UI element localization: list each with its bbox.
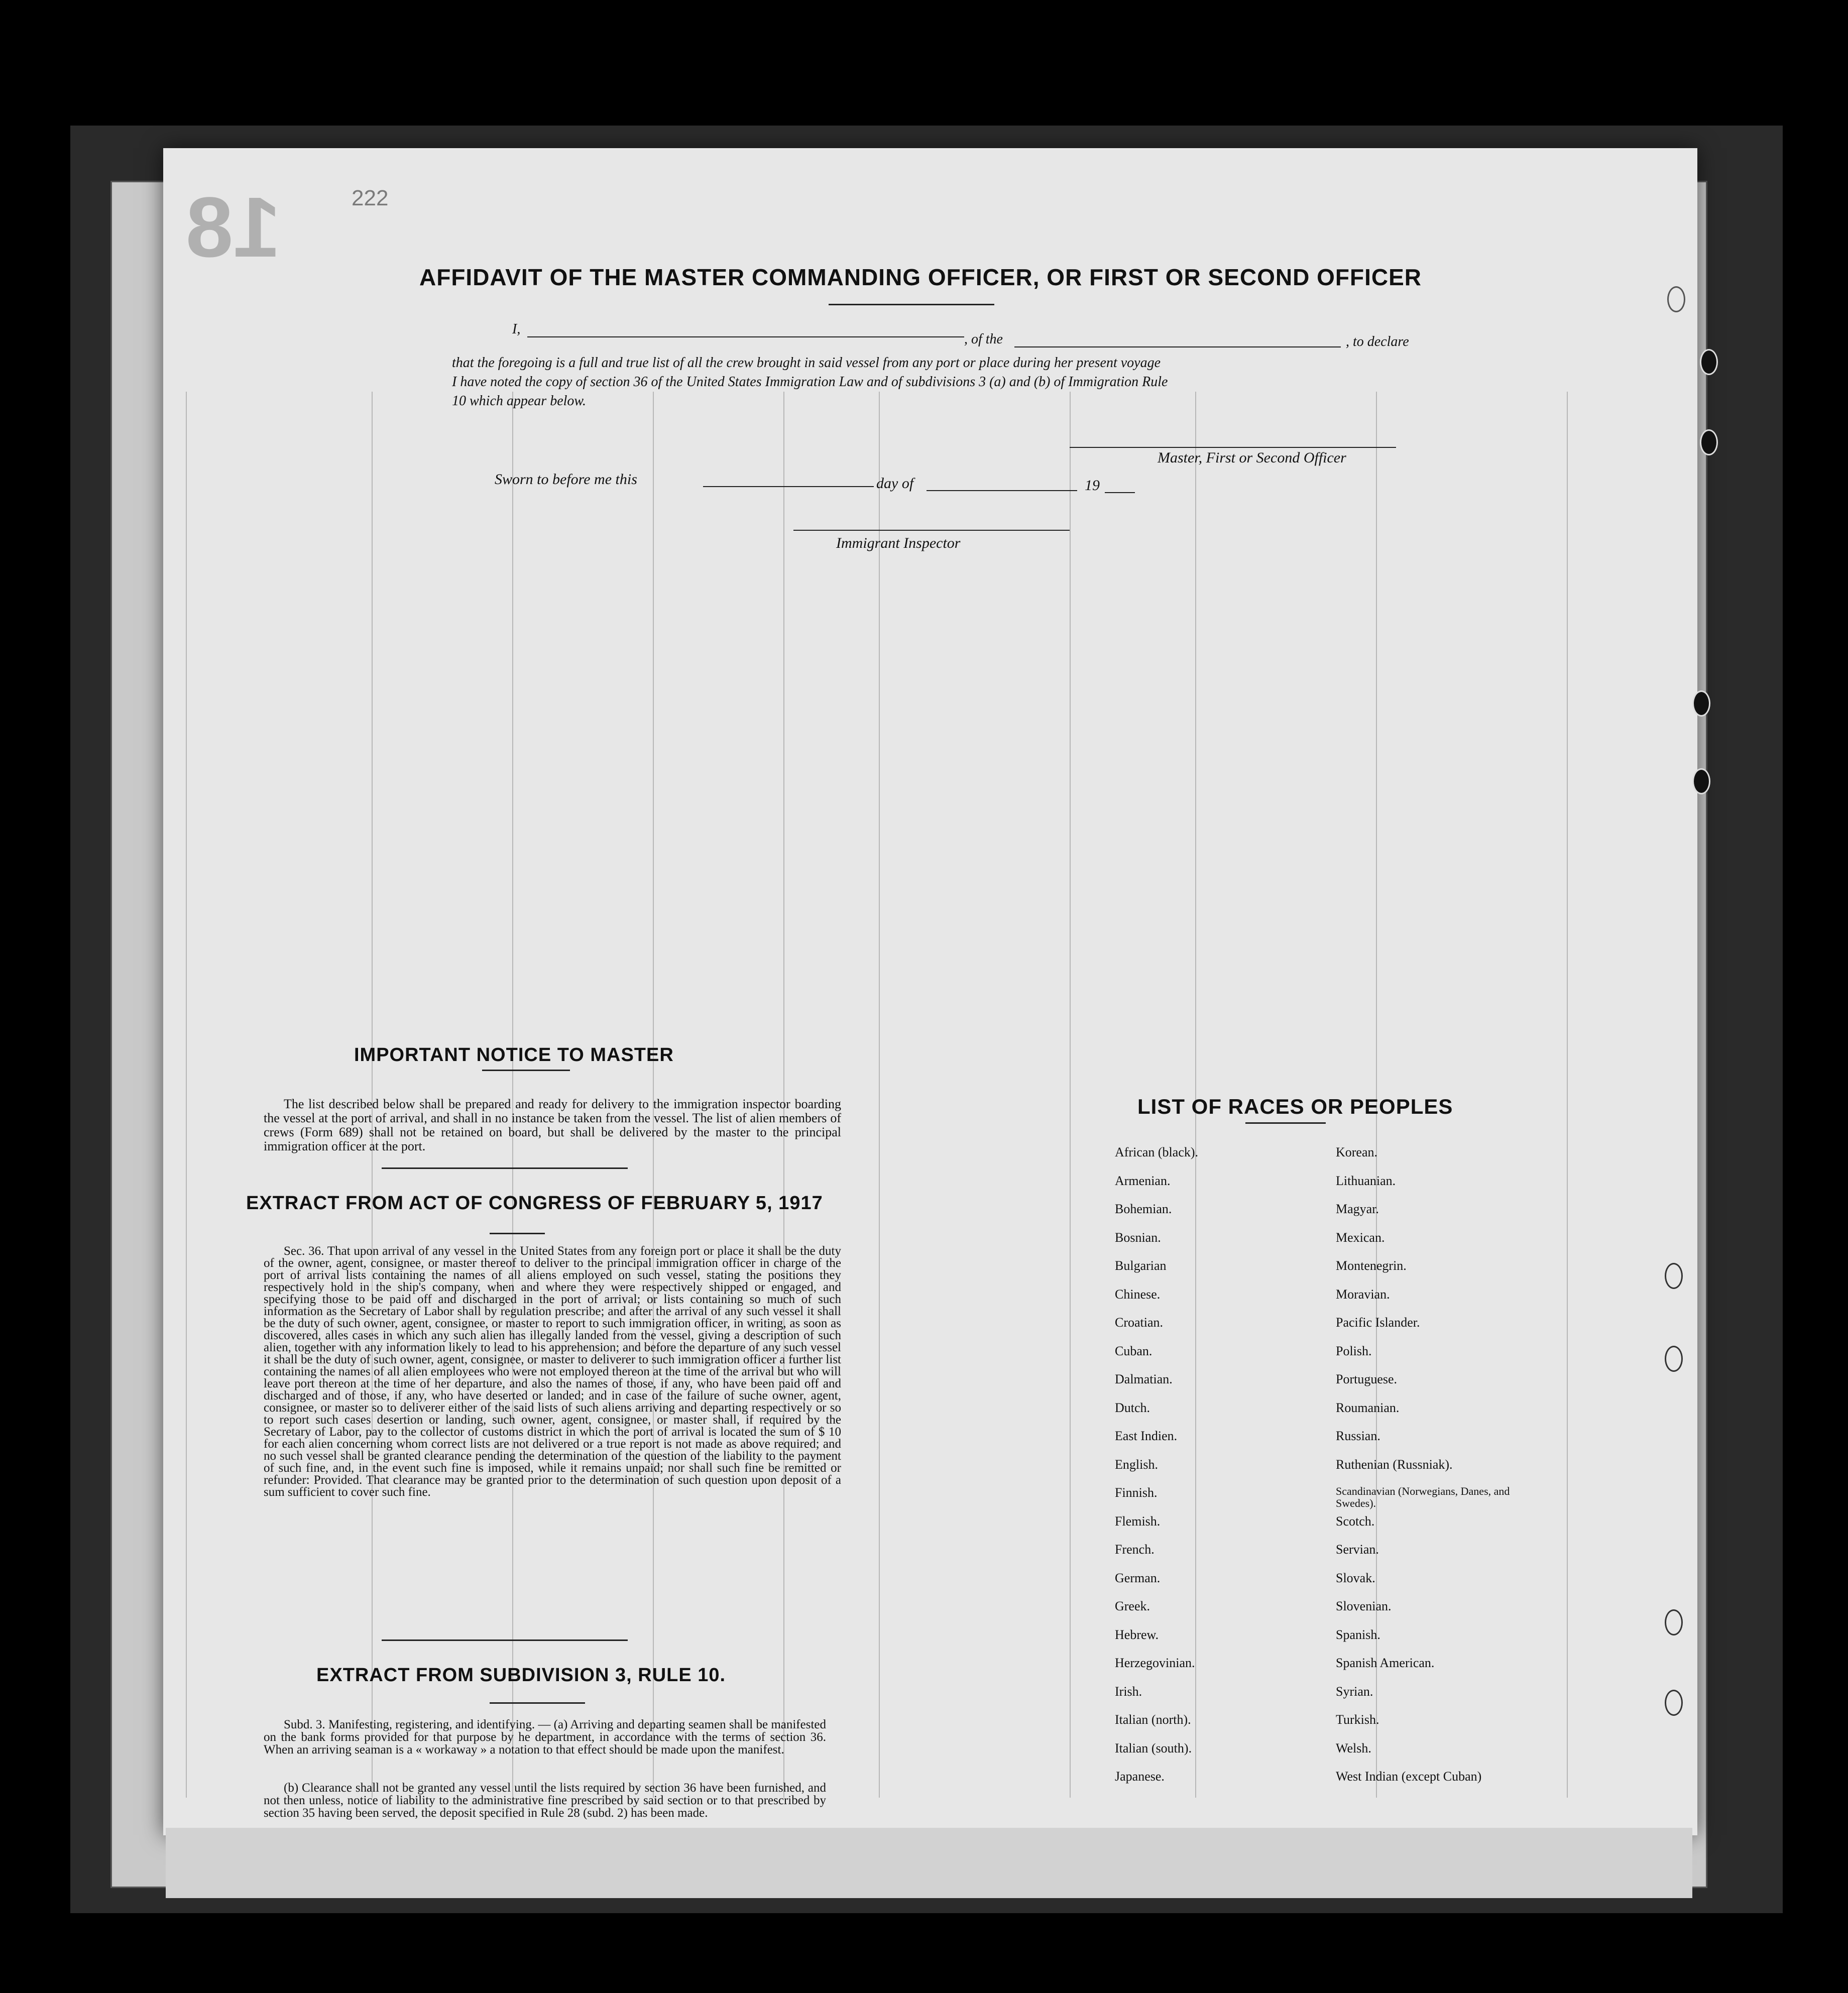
- month-blank: [927, 490, 1077, 491]
- race-item: East Indien.: [1115, 1429, 1178, 1443]
- race-item: Korean.: [1336, 1145, 1378, 1159]
- year-prefix: 19: [1085, 477, 1100, 494]
- race-item: Chinese.: [1115, 1286, 1161, 1302]
- race-item: Bohemian.: [1115, 1202, 1172, 1216]
- notice-divider: [382, 1167, 628, 1169]
- name-blank: [527, 336, 964, 337]
- race-item: Pacific Islander.: [1336, 1315, 1420, 1330]
- race-item: Moravian.: [1336, 1286, 1390, 1302]
- race-item: Italian (north).: [1115, 1712, 1191, 1727]
- race-item: Irish.: [1115, 1684, 1142, 1699]
- race-item: Croatian.: [1115, 1315, 1164, 1330]
- race-item: French.: [1115, 1542, 1154, 1557]
- affidavit-title: AFFIDAVIT OF THE MASTER COMMANDING OFFICER, OR FIRST OR SECOND OFFICER: [419, 264, 1422, 290]
- inspector-label: Immigrant Inspector: [836, 535, 961, 551]
- races-title: LIST OF RACES OR PEOPLES: [1137, 1095, 1453, 1118]
- race-item: Mexican.: [1336, 1230, 1385, 1245]
- race-item: Spanish.: [1336, 1627, 1380, 1642]
- race-item: Japanese.: [1115, 1769, 1165, 1784]
- race-item: Scandinavian (Norwegians, Danes, and Swedes).: [1336, 1485, 1510, 1509]
- race-item: African (black).: [1115, 1145, 1199, 1159]
- race-item: Magyar.: [1336, 1202, 1379, 1216]
- race-item: Montenegrin.: [1336, 1258, 1407, 1273]
- race-item: English.: [1115, 1457, 1158, 1472]
- punch-hole: [1665, 1346, 1683, 1372]
- punch-hole: [1700, 349, 1718, 375]
- bleed-line: [512, 392, 513, 1798]
- rule-text-b: (b) Clearance shall not be granted any vessel until the lists required by section 36 have been furnished, and not then unless, notice of liability to the administrative fine prescribed by said section or to that prescribed by section 35 having been served, the deposit specified in Rule 28 (subd. 2) has been made.: [264, 1781, 826, 1820]
- bleed-line: [372, 392, 373, 1798]
- day-of: day of: [876, 475, 914, 492]
- race-item: Portuguese.: [1336, 1372, 1398, 1386]
- punch-hole: [1692, 690, 1710, 717]
- race-item: Bulgarian: [1115, 1258, 1167, 1273]
- act-divider: [382, 1639, 628, 1641]
- affidavit-line-3: I have noted the copy of section 36 of the United States Immigration Law and of subdivisions 3 (a) and (b) of Immigration Rule: [452, 374, 1168, 390]
- bleed-line: [879, 392, 880, 1798]
- notice-text: The list described below shall be prepared and ready for delivery to the immigration inspector boarding the vessel at the port of arrival, and shall in no instance be taken from the vessel. The list of alien members of crews (Form 689) shall not be retained on board, but shall be delivered by the master to the principal immigration officer at the port.: [264, 1097, 841, 1153]
- race-item: Herzegovinian.: [1115, 1656, 1195, 1670]
- race-item: Roumanian.: [1336, 1400, 1400, 1415]
- race-item: Cuban.: [1115, 1343, 1152, 1358]
- affidavit-line-4: 10 which appear below.: [452, 393, 587, 409]
- race-item: Slovak.: [1336, 1570, 1375, 1585]
- affidavit-declare: , to declare: [1346, 334, 1409, 349]
- punch-hole: [1692, 768, 1710, 794]
- punch-hole: [1665, 1263, 1683, 1289]
- race-item: Spanish American.: [1336, 1656, 1435, 1670]
- title-underline: [829, 304, 994, 305]
- sworn-text: Sworn to before me this: [495, 471, 637, 488]
- race-item: Lithuanian.: [1336, 1173, 1396, 1188]
- rule-text-a: Subd. 3. Manifesting, registering, and identifying. — (a) Arriving and departing seamen shall be manifested on the bank forms provided for that purpose by he department, in accordance with the terms of section 36. When an arriving seaman is a « workaway » a notation to that effect should be made upon the manifest.: [264, 1718, 826, 1756]
- bleed-line: [1070, 392, 1071, 1798]
- race-item: Dalmatian.: [1115, 1372, 1173, 1386]
- bleed-line: [783, 392, 784, 1798]
- race-item: Ruthenian (Russniak).: [1336, 1457, 1453, 1472]
- race-item: Italian (south).: [1115, 1740, 1192, 1755]
- act-title: EXTRACT FROM ACT OF CONGRESS OF FEBRUARY 5, 1917: [246, 1193, 823, 1214]
- bleed-line: [653, 392, 654, 1798]
- race-item: Finnish.: [1115, 1485, 1158, 1500]
- form-number: 222: [352, 186, 389, 210]
- inspector-line: [793, 530, 1070, 531]
- rule-title: EXTRACT FROM SUBDIVISION 3, RULE 10.: [316, 1665, 726, 1686]
- page-number-stamp: 18: [186, 180, 281, 275]
- race-item: West Indian (except Cuban): [1336, 1769, 1482, 1784]
- act-text: Sec. 36. That upon arrival of any vessel in the United States from any foreign port or place it shall be the duty of the owner, agent, consignee, or master thereof to deliver to the principal immigration officer in charge of the port of arrival lists containing the names of all aliens employed on such vessel, stating the positions they respectively hold in the ship's company, when and where they were respectively shipped or engaged, and specifying those to be paid off and discharged in the port of arrival; or lists containing so much of such information as the Secretary of Labor shall by regulation prescribe; and after the arrival of any such vessel it shall be the duty of such owner, agent, consignee, or master to report to such immigration officer, in writing, as soon as discovered, alles cases in which any such alien has illegally landed from the vessel, giving a description of such alien, together with any information likely to lead to his apprehension; and before the departure of any such vessel it shall be the duty of such owner, agent, consignee, or master to deliverer to such immigration officer a further list containing the names of all alien employees who were not employed thereon at the time of the arrival but who will leave port thereon at the time of her departure, and also the names of those, if any, who have been paid off and discharged and of those, if any, who have deserted or landed; and in case of the failure of suche owner, agent, consignee, or master so to deliverer either of the said lists of such aliens arriving and departing respectively or so to report such cases desertion or landing, such owner, agent, consignee, or master shall, if required by the Secretary of Labor, pay to the collector of customs district in which the port of arrival is located the sum of $ 10 for each alien concerning whom correct lists are not delivered or a true report is not made as above required; and no such vessel shall be granted clearance pending the determination of the question of the liability to the payment of such fine, and, in the event such fine is imposed, while it remains unpaid; nor shall such fine be remitted or refunder: Provided. That clearance may be granted prior to the determination of such question upon deposit of a sum sufficient to cover such fine.: [264, 1244, 841, 1499]
- race-item: German.: [1115, 1570, 1161, 1585]
- race-item: Greek.: [1115, 1599, 1150, 1613]
- affidavit-i: I,: [512, 321, 521, 337]
- rule-underline: [490, 1702, 585, 1704]
- signature-line: [1070, 447, 1396, 448]
- sheet-bottom-edge: [166, 1828, 1692, 1898]
- punch-hole: [1665, 1690, 1683, 1716]
- sworn-day-blank: [703, 486, 874, 487]
- affidavit-of-the: , of the: [964, 331, 1003, 347]
- races-underline: [1245, 1122, 1326, 1124]
- punch-hole: [1700, 429, 1718, 455]
- affidavit-line-2: that the foregoing is a full and true list of all the crew brought in said vessel from any port or place during her present voyage: [452, 355, 1161, 371]
- race-item: Hebrew.: [1115, 1627, 1159, 1642]
- race-item: Syrian.: [1336, 1684, 1373, 1699]
- race-item: Scotch.: [1336, 1513, 1375, 1529]
- race-item: Servian.: [1336, 1542, 1379, 1557]
- race-item: Armenian.: [1115, 1173, 1171, 1188]
- race-item: Slovenian.: [1336, 1599, 1392, 1613]
- punch-hole: [1667, 286, 1685, 312]
- act-underline: [490, 1233, 545, 1234]
- race-item: Bosnian.: [1115, 1230, 1161, 1245]
- signature-label: Master, First or Second Officer: [1158, 449, 1346, 466]
- notice-underline: [482, 1070, 570, 1071]
- race-item: Polish.: [1336, 1343, 1372, 1358]
- vessel-blank: [1014, 346, 1341, 347]
- race-item: Flemish.: [1115, 1513, 1161, 1529]
- bleed-line: [1567, 392, 1568, 1798]
- year-blank: [1105, 492, 1135, 493]
- punch-hole: [1665, 1609, 1683, 1635]
- race-item: Dutch.: [1115, 1400, 1150, 1415]
- race-item: Turkish.: [1336, 1712, 1379, 1727]
- bleed-line: [186, 392, 187, 1798]
- notice-title: IMPORTANT NOTICE TO MASTER: [354, 1044, 674, 1066]
- race-item: Russian.: [1336, 1429, 1380, 1443]
- race-item: Welsh.: [1336, 1740, 1371, 1755]
